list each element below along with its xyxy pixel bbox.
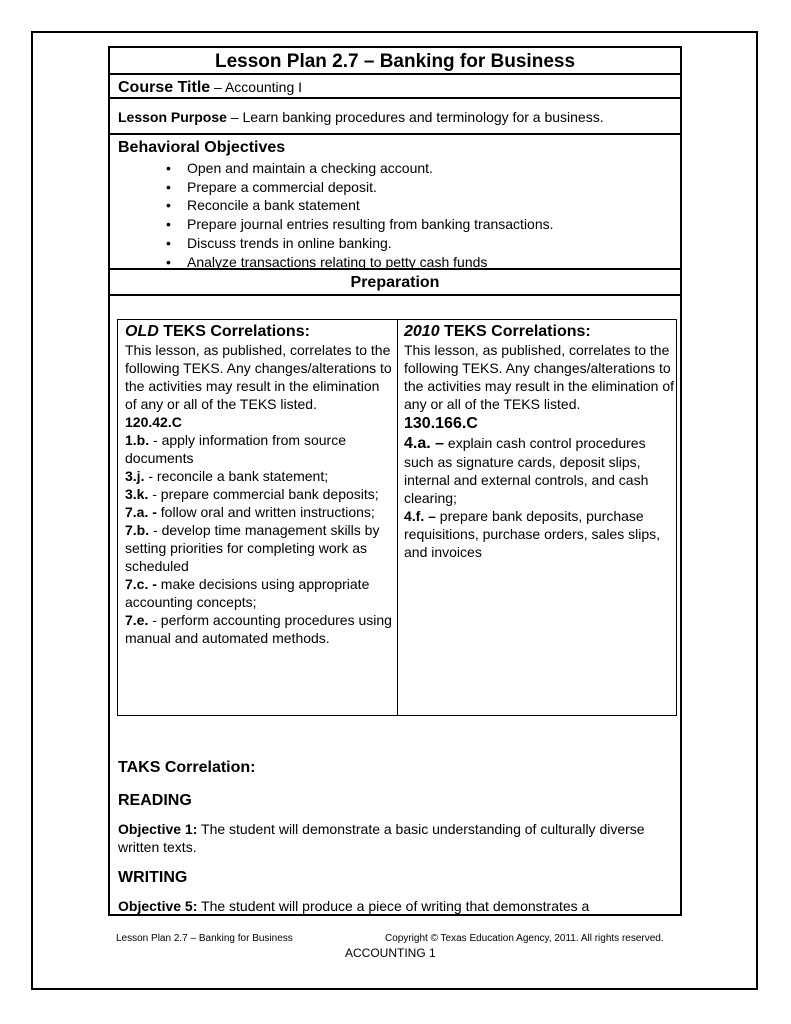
lesson-plan-table (108, 46, 682, 916)
course-title-label: Course Title (118, 79, 211, 96)
teks-item (125, 521, 393, 575)
teks-item-label: 1.b. (125, 432, 150, 448)
teks-item (125, 431, 393, 467)
new-teks-heading-text: TEKS Correlations: (439, 323, 591, 340)
objective-text: Prepare journal entries resulting from banking transactions. (187, 216, 554, 233)
objective-text: Analyze transactions relating to petty cash funds (187, 253, 488, 270)
bullet-icon: • (166, 216, 171, 233)
teks-item-text: - reconcile a bank statement; (144, 468, 329, 484)
new-teks-era: 2010 (404, 323, 440, 340)
footer-copyright: Copyright © Texas Education Agency, 2011. All rights reserved. (385, 933, 664, 944)
behavioral-objectives-section (110, 135, 680, 270)
teks-item (404, 507, 674, 561)
objective-text: Discuss trends in online banking. (187, 234, 392, 251)
teks-item-label: 3.j. (125, 468, 145, 484)
taks-correlation-title: TAKS Correlation: (118, 759, 256, 776)
lesson-purpose-value: Learn banking procedures and terminology for a business. (242, 109, 604, 125)
teks-item-label: 7.c. - (125, 576, 157, 592)
objective-text: The student will demonstrate a basic understanding of culturally diverse written texts. (118, 821, 645, 855)
old-teks-heading (125, 322, 393, 341)
objective-label: Objective 5: (118, 898, 198, 914)
footer-course: ACCOUNTING 1 (345, 946, 436, 960)
bullet-icon: • (166, 160, 171, 176)
objectives-list (118, 159, 680, 271)
behavioral-objectives-title: Behavioral Objectives (118, 139, 286, 156)
teks-item-label: 7.e. (125, 612, 149, 628)
course-title-separator: – (210, 79, 225, 95)
teks-item-text: - develop time management skills by setting priorities for completing work as scheduled (125, 522, 380, 574)
teks-item (125, 575, 393, 611)
old-teks-heading-text: TEKS Correlations: (158, 323, 310, 340)
lesson-purpose-separator: – (226, 109, 243, 125)
list-item (118, 178, 680, 197)
teks-item-text: explain cash control procedures such as signature cards, deposit slips, internal and external controls, and cash clearing; (404, 435, 649, 506)
teks-item (125, 485, 393, 503)
teks-item (125, 503, 393, 521)
new-teks-column (404, 322, 674, 561)
teks-item-label: 7.b. (125, 522, 150, 538)
old-teks-intro: This lesson, as published, correlates to the following TEKS. Any changes/alterations to the activities may result in the elimination of any or all of the TEKS listed. (125, 342, 392, 412)
reading-heading: READING (118, 792, 192, 809)
teks-item-text: - apply information from source documents (125, 432, 346, 466)
old-teks-column (125, 322, 393, 647)
course-title-row (110, 75, 680, 99)
teks-item-text: follow oral and written instructions; (156, 504, 375, 520)
new-teks-code: 130.166.C (404, 415, 478, 432)
teks-item-text: make decisions using appropriate accounting concepts; (125, 576, 370, 610)
writing-objective (118, 897, 678, 915)
list-item (118, 215, 680, 234)
teks-item-text: - prepare commercial bank deposits; (148, 486, 379, 502)
teks-item (404, 434, 674, 507)
lesson-title: Lesson Plan 2.7 – Banking for Business (110, 48, 680, 75)
preparation-heading: Preparation (110, 270, 680, 296)
old-teks-code: 120.42.C (125, 414, 182, 430)
objective-text: Reconcile a bank statement (187, 197, 360, 214)
lesson-purpose-label: Lesson Purpose (118, 109, 227, 125)
list-item (118, 234, 680, 253)
teks-item-label: 4.a. – (404, 435, 445, 452)
list-item (118, 253, 680, 272)
course-title-value: Accounting I (224, 79, 303, 95)
teks-item (125, 467, 393, 485)
list-item (118, 159, 680, 178)
old-teks-era: OLD (125, 323, 159, 340)
teks-correlations-table (117, 319, 677, 716)
new-teks-heading (404, 322, 674, 341)
bullet-icon: • (166, 197, 171, 214)
objective-text: Prepare a commercial deposit. (187, 178, 377, 195)
list-item (118, 196, 680, 215)
footer-lesson-title: Lesson Plan 2.7 – Banking for Business (116, 933, 293, 944)
lesson-purpose-row (110, 99, 680, 135)
teks-item-text: - perform accounting procedures using manual and automated methods. (125, 612, 392, 646)
bullet-icon: • (166, 178, 171, 195)
teks-item-text: prepare bank deposits, purchase requisitions, purchase orders, sales slips, and invoices (404, 508, 661, 560)
teks-item-label: 3.k. (125, 486, 149, 502)
objective-text: Open and maintain a checking account. (187, 160, 433, 176)
objective-label: Objective 1: (118, 821, 198, 837)
reading-objective (118, 820, 678, 856)
writing-heading: WRITING (118, 869, 188, 886)
teks-item-label: 4.f. – (404, 508, 436, 524)
bullet-icon: • (166, 253, 171, 270)
bullet-icon: • (166, 234, 171, 251)
teks-item (125, 611, 393, 647)
taks-correlation-section (118, 758, 678, 915)
objective-text: The student will produce a piece of writing that demonstrates a (197, 898, 590, 914)
teks-item-label: 7.a. - (125, 504, 157, 520)
new-teks-intro: This lesson, as published, correlates to the following TEKS. Any changes/alterations to the activities may result in the elimination of any or all of the TEKS listed. (404, 342, 675, 412)
column-divider (397, 320, 398, 715)
